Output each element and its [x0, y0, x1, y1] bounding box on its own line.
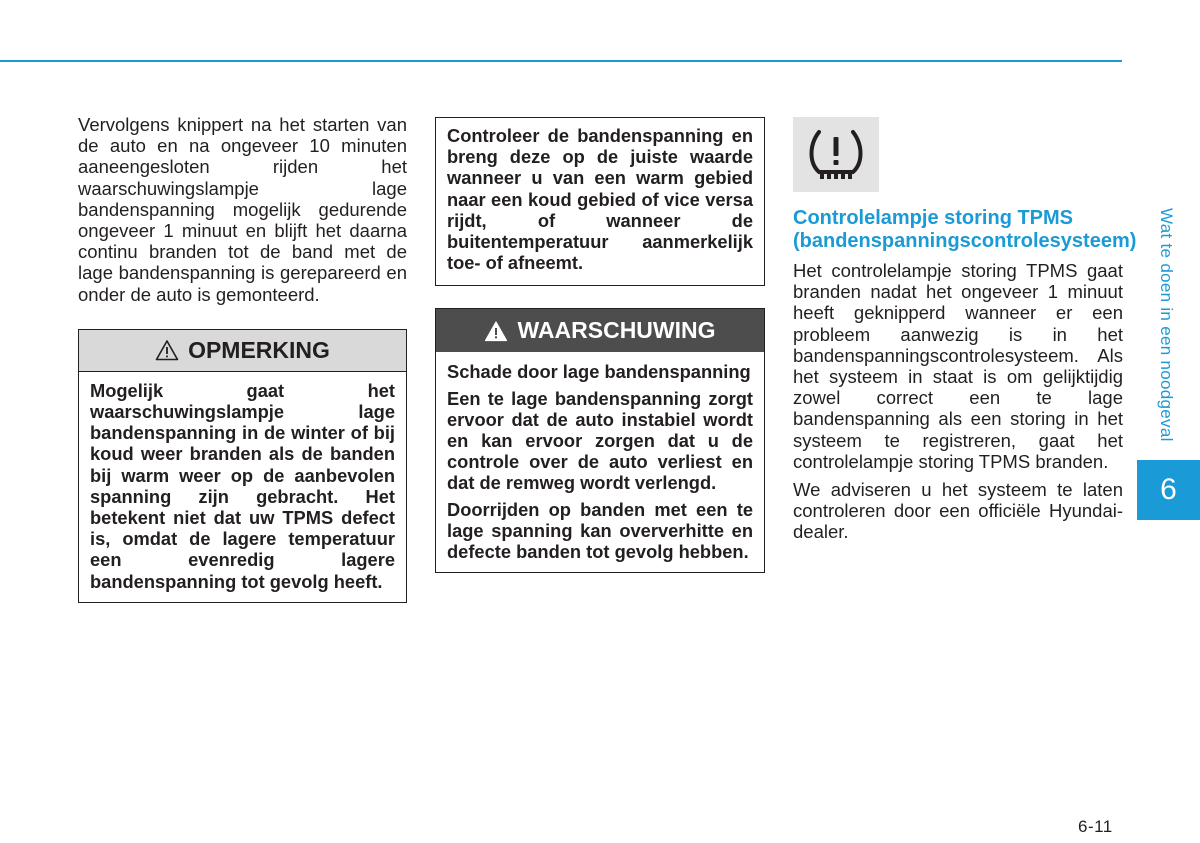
warning-title: WAARSCHUWING	[517, 317, 716, 344]
column-1	[78, 114, 407, 603]
warning-paragraph-2: Een te lage bandenspanning zorgt ervoor dat de auto instabiel wordt en kan ervoor zorgen dat u de controle over de auto verliest en dat de remweg wordt verlengd.	[447, 387, 753, 494]
note-title: OPMERKING	[188, 336, 330, 363]
section-heading: Controlelampje storing TPMS (bandenspanningscontrolesysteem)	[793, 207, 1137, 252]
note-header	[79, 330, 406, 372]
warning-box	[435, 308, 765, 573]
note-box	[78, 329, 407, 603]
tpms-paragraph-1: Het controlelampje storing TPMS gaat branden nadat het ongeveer 1 minuut heeft geknipperd wanneer er een probleem aanwezig is in het bandenspanningscontrolesysteem. Als het systeem in staat is om gelijktijdig zowel correct een te lage bandenspanning als een storing in het systeem te registreren, gaat het controlelampje storing TPMS branden.	[793, 260, 1123, 472]
page-number: 6-11	[1078, 817, 1113, 836]
tpms-malfunction-icon	[793, 117, 879, 192]
note-body	[79, 372, 406, 602]
caution-triangle-icon	[155, 339, 179, 361]
note-text: Mogelijk gaat het waarschuwingslampje lage bandenspanning in de winter of bij koud weer branden als de banden bij warm weer op de aanbevolen spanning zijn gebracht. Het betekent niet dat uw TPMS defect is, omdat de lagere temperatuur een evenredig lagere bandenspanning tot gevolg heeft.	[90, 379, 395, 592]
warning-triangle-icon	[484, 320, 508, 342]
warning-paragraph-3: Doorrijden op banden met een te lage spanning kan oververhitte en defecte banden tot gevolg hebben.	[447, 498, 753, 563]
warning-paragraph-1: Schade door lage bandenspanning	[447, 361, 751, 383]
intro-paragraph: Vervolgens knippert na het starten van de auto en na ongeveer 10 minuten aaneengesloten rijden het waarschuwingslampje lage bandenspanning mogelijk gedurende ongeveer 1 minuut en blijft het daarna continu branden tot de band met de lage bandenspanning is gerepareerd en onder de auto is gemonteerd.	[78, 114, 407, 305]
column-3	[793, 117, 1137, 543]
column-2	[435, 117, 765, 573]
info-box	[435, 117, 765, 286]
tpms-paragraph-2: We adviseren u het systeem te laten controleren door een officiële Hyundai-dealer.	[793, 479, 1123, 543]
warning-body	[436, 352, 764, 572]
warning-header	[436, 309, 764, 352]
chapter-title: Wat te doen in een noodgeval	[1157, 208, 1176, 442]
info-text: Controleer de bandenspanning en breng deze op de juiste waarde wanneer u van een warm gebied naar een koud gebied of vice versa rijdt, of wanneer de buitentemperatuur aanmerkelijk toe- of afneemt.	[447, 125, 753, 274]
chapter-tab: 6	[1137, 460, 1200, 520]
header-rule	[0, 60, 1122, 62]
